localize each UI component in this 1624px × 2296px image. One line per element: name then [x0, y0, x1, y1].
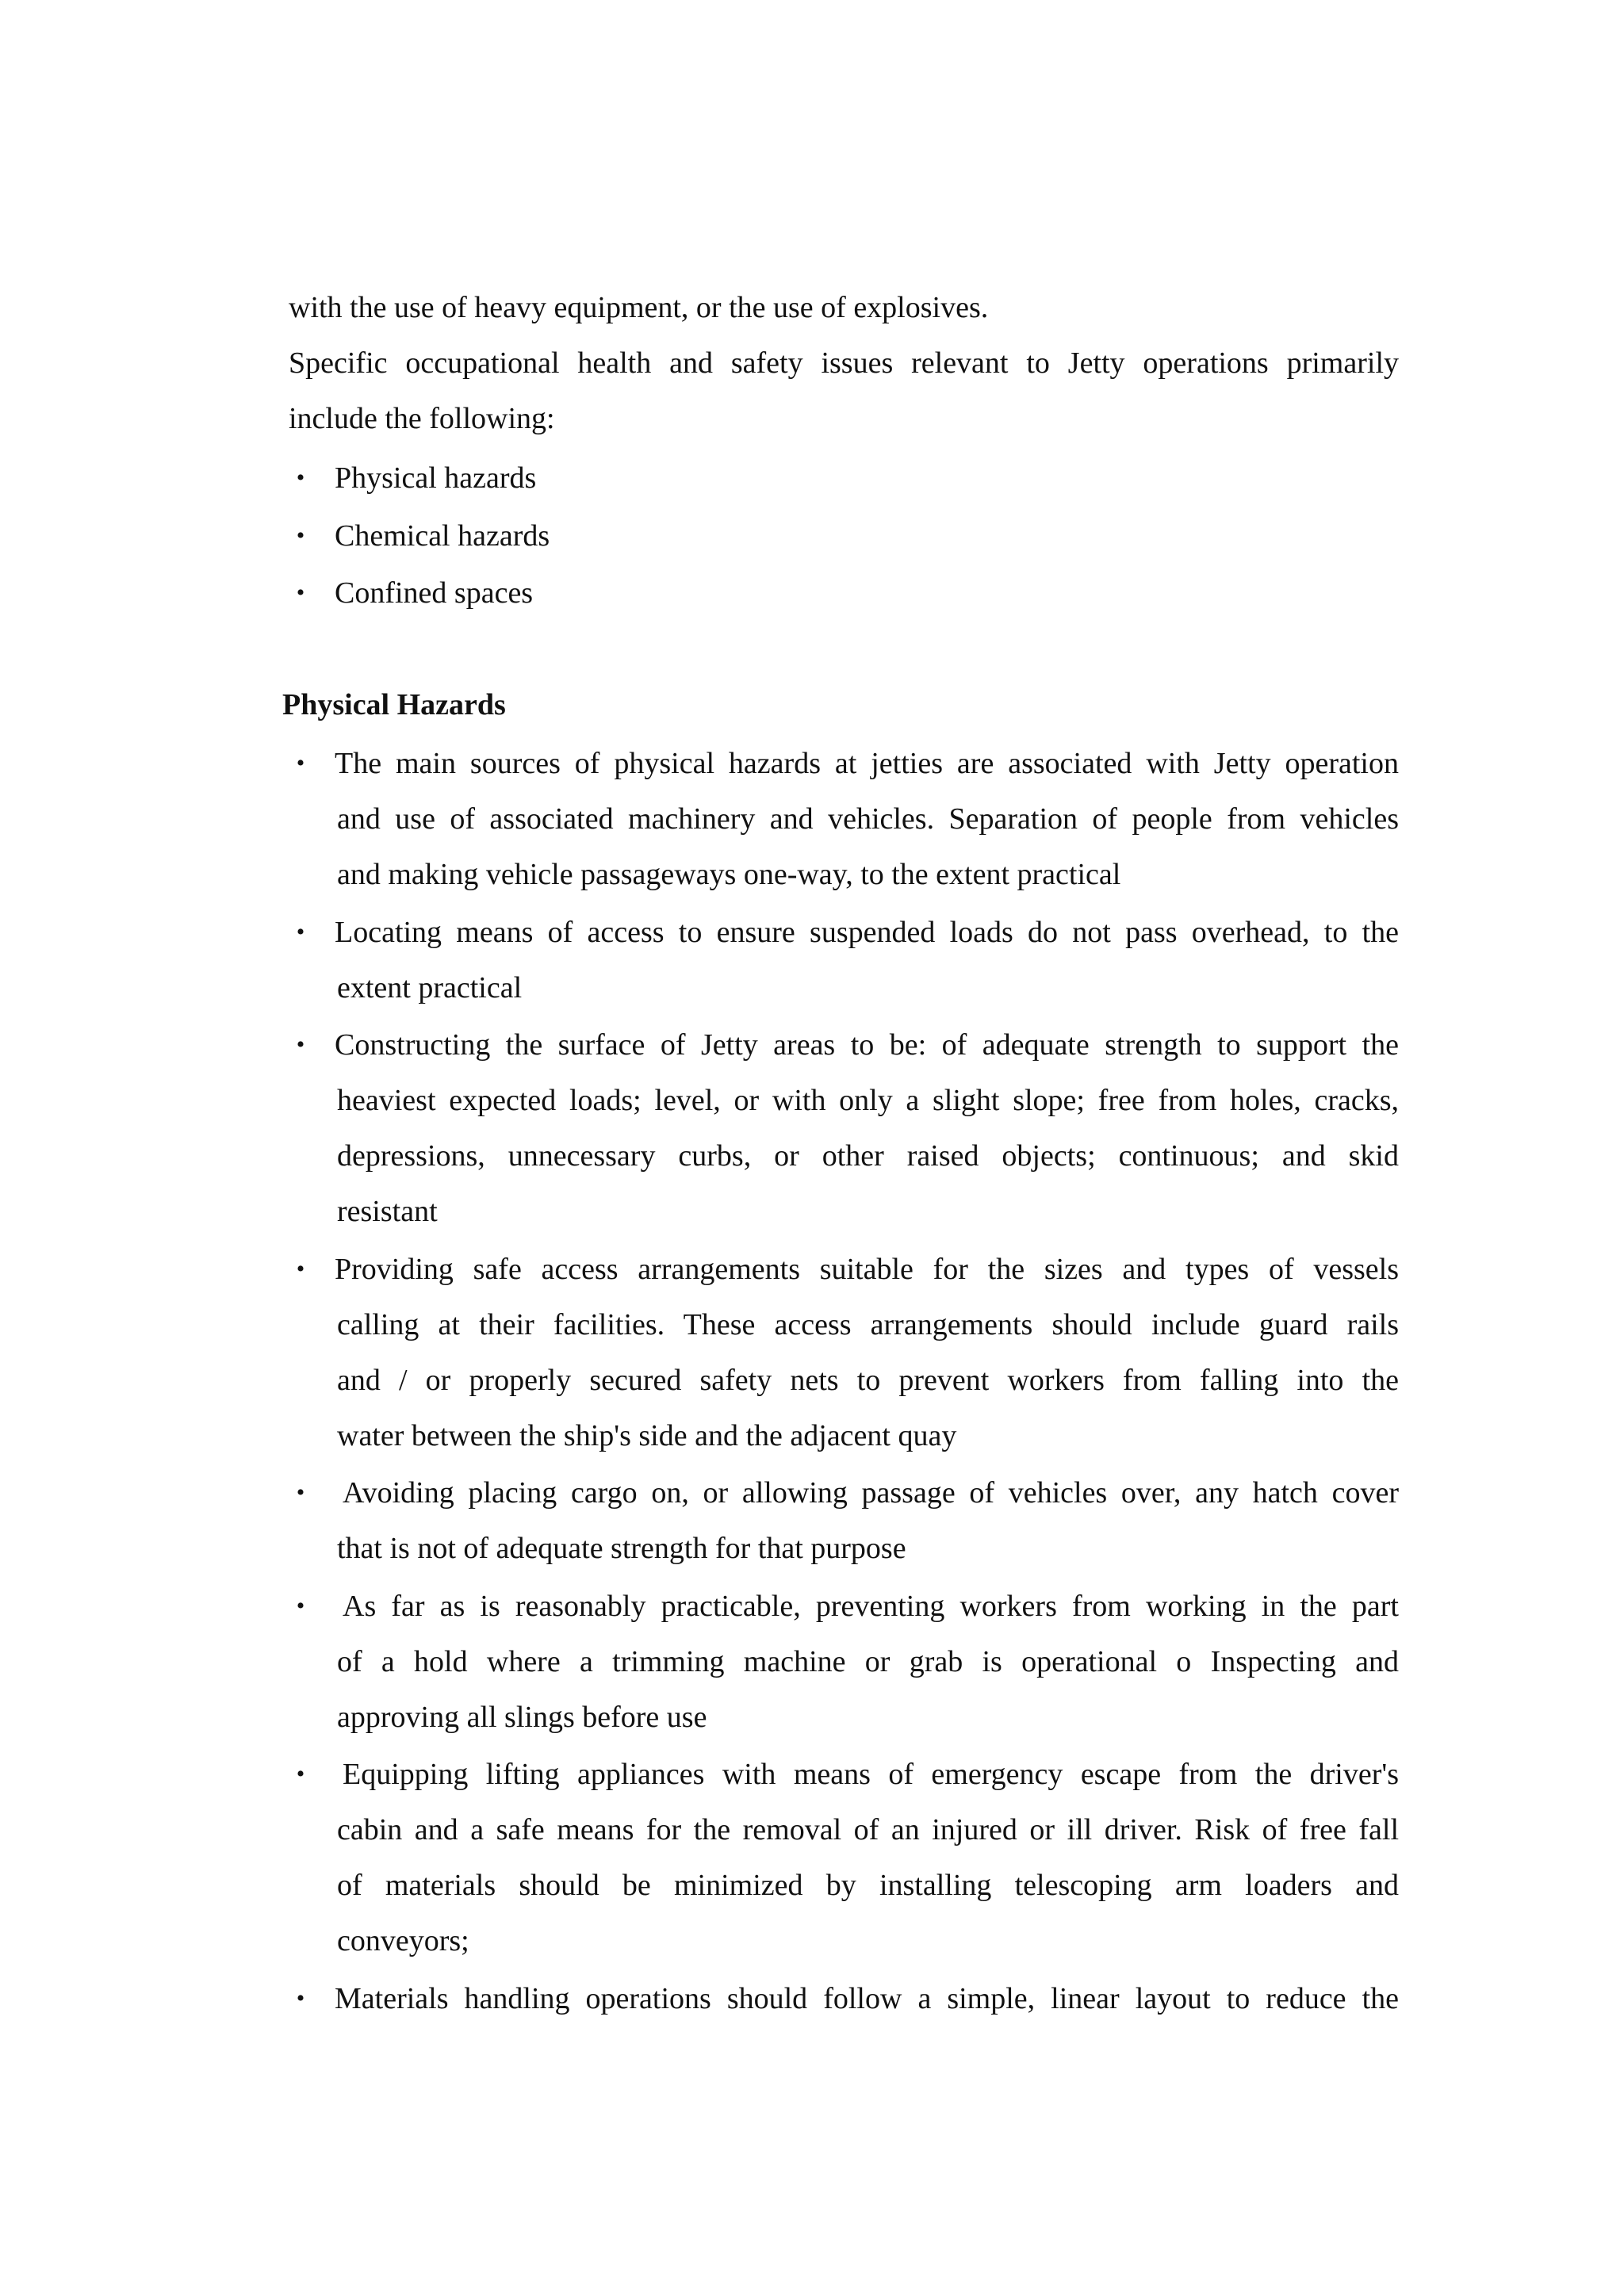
intro-line: Specific occupational health and safety issues relevant to Jetty operations primarily: [289, 346, 1399, 380]
bullet-text-line: of materials should be minimized by installing telescoping arm loaders and: [337, 1869, 1399, 1902]
bullet-text-line: The main sources of physical hazards at jetties are associated with Jetty operation: [335, 747, 1399, 780]
bullet-text-line: that is not of adequate strength for that purpose: [337, 1532, 906, 1565]
bullet-text-line: heaviest expected loads; level, or with only a slight slope; free from holes, cracks,: [337, 1084, 1399, 1117]
bullet-text-line: As far as is reasonably practicable, preventing workers from working in the part: [343, 1590, 1399, 1623]
bullet-text-line: and making vehicle passageways one-way, to the extent practical: [337, 858, 1121, 891]
intro-line: with the use of heavy equipment, or the use of explosives.: [289, 291, 989, 324]
bullet-marker: •: [296, 522, 305, 549]
bullet-text-line: depressions, unnecessary curbs, or other raised objects; continuous; and skid: [337, 1139, 1399, 1173]
bullet-marker: •: [296, 1593, 305, 1619]
bullet-text-line: approving all slings before use: [337, 1701, 707, 1734]
bullet-text-line: Equipping lifting appliances with means of emergency escape from the driver's: [343, 1758, 1399, 1791]
bullet-marker: •: [296, 1479, 305, 1506]
bullet-marker: •: [296, 465, 305, 491]
bullet-marker: •: [296, 919, 305, 945]
bullet-text-line: resistant: [337, 1195, 438, 1228]
bullet-marker: •: [296, 750, 305, 776]
bullet-text-line: Providing safe access arrangements suitable for the sizes and types of vessels: [335, 1253, 1399, 1286]
bullet-text-line: conveyors;: [337, 1924, 469, 1957]
issue-item: Confined spaces: [335, 576, 534, 610]
bullet-text-line: extent practical: [337, 971, 523, 1004]
bullet-text-line: Materials handling operations should follow a simple, linear layout to reduce the: [335, 1982, 1399, 2015]
bullet-marker: •: [296, 1031, 305, 1058]
intro-line: include the following:: [289, 402, 555, 435]
bullet-text-line: of a hold where a trimming machine or grab is operational o Inspecting and: [337, 1645, 1399, 1678]
bullet-marker: •: [296, 1985, 305, 2011]
bullet-text-line: and / or properly secured safety nets to prevent workers from falling into the: [337, 1364, 1399, 1397]
bullet-text-line: Constructing the surface of Jetty areas to be: of adequate strength to support the: [335, 1028, 1399, 1062]
bullet-text-line: Locating means of access to ensure suspended loads do not pass overhead, to the: [335, 916, 1399, 949]
issue-item: Physical hazards: [335, 461, 537, 495]
bullet-text-line: and use of associated machinery and vehicles. Separation of people from vehicles: [337, 802, 1399, 836]
issue-item: Chemical hazards: [335, 519, 550, 553]
bullet-text-line: cabin and a safe means for the removal of an injured or ill driver. Risk of free fall: [337, 1813, 1399, 1846]
bullet-marker: •: [296, 580, 305, 606]
bullet-marker: •: [296, 1256, 305, 1282]
bullet-text-line: calling at their facilities. These access arrangements should include guard rails: [337, 1308, 1399, 1341]
bullet-text-line: Avoiding placing cargo on, or allowing passage of vehicles over, any hatch cover: [343, 1476, 1399, 1510]
section-heading: Physical Hazards: [282, 688, 506, 721]
bullet-marker: •: [296, 1761, 305, 1787]
bullet-text-line: water between the ship's side and the adjacent quay: [337, 1419, 957, 1452]
